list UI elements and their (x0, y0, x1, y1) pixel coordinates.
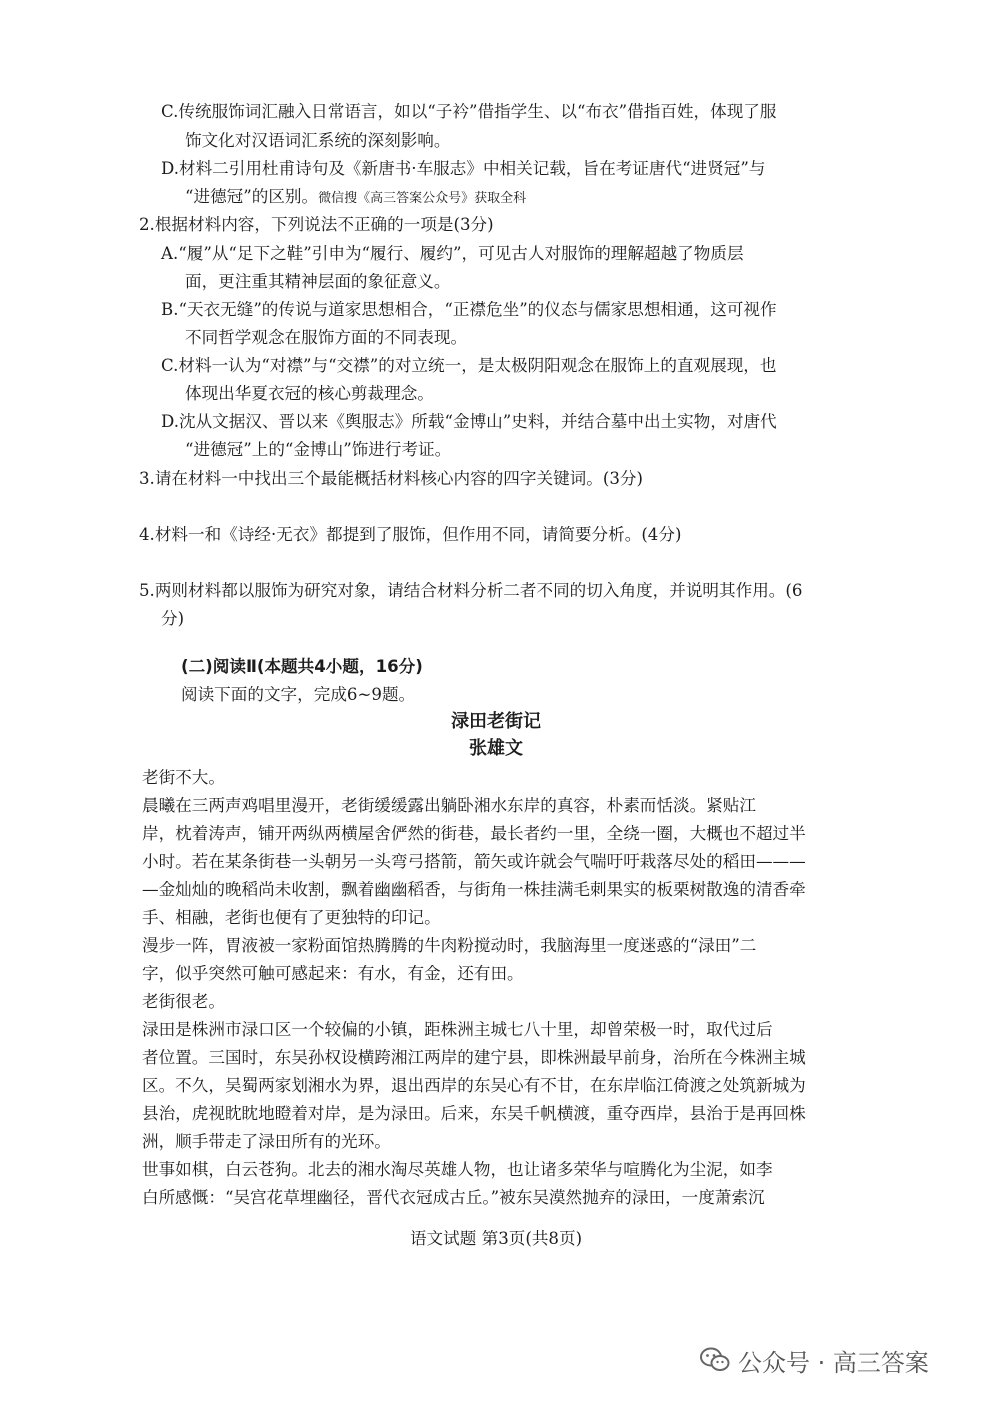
passage-line: 岸，枕着涛声，铺开两纵两横屋舍俨然的街巷，最长者约一里，全绕一圈，大概也不超过半 (142, 824, 806, 843)
wechat-icon (700, 1347, 730, 1373)
q5-stem-line2: 分) (161, 609, 185, 628)
q1-option-d-note: 微信搜《高三答案公众号》获取全科 (318, 191, 527, 206)
q2-option-a-line2: 面，更注重其精神层面的象征意义。 (185, 272, 451, 291)
passage-author: 张雄文 (469, 738, 523, 759)
passage-line: 渌田是株洲市渌口区一个较偏的小镇，距株洲主城七八十里，却曾荣极一时，取代过后 (142, 1020, 773, 1039)
passage-line: 漫步一阵，胃液被一家粉面馆热腾腾的牛肉粉搅动时，我脑海里一度迷惑的“渌田”二 (142, 936, 757, 955)
q2-option-b-line1: B.“天衣无缝”的传说与道家思想相合，“正襟危坐”的仪态与儒家思想相通，这可视作 (161, 300, 777, 319)
q2-option-a-line1: A.“履”从“足下之鞋”引申为“履行、履约”，可见古人对服饰的理解超越了物质层 (161, 244, 744, 263)
q1-option-c-line1: C.传统服饰词汇融入日常语言，如以“子衿”借指学生、以“布衣”借指百姓，体现了服 (161, 102, 777, 121)
q4-stem: 4.材料一和《诗经·无衣》都提到了服饰，但作用不同，请简要分析。(4分) (139, 525, 682, 544)
passage-line: 者位置。三国时，东吴孙权设横跨湘江两岸的建宁县，即株洲最早前身，治所在今株洲主城 (142, 1048, 806, 1067)
passage-line: 老街不大。 (142, 768, 225, 787)
q2-option-c-line2: 体现出华夏衣冠的核心剪裁理念。 (185, 384, 434, 403)
section-heading: (二)阅读Ⅱ(本题共4小题，16分) (181, 657, 423, 676)
q2-option-c-line1: C.材料一认为“对襟”与“交襟”的对立统一，是太极阴阳观念在服饰上的直观展现，也 (161, 356, 777, 375)
q2-option-d-line1: D.沈从文据汉、晋以来《舆服志》所载“金博山”史料，并结合墓中出土实物，对唐代 (161, 412, 777, 431)
passage-line: 字，似乎突然可触可感起来：有水，有金，还有田。 (142, 964, 524, 983)
passage-line: 小时。若在某条街巷一头朝另一头弯弓搭箭，箭矢或许就会气喘吁吁栽落尽处的稻田——— (142, 852, 806, 871)
passage-line: 县治，虎视眈眈地瞪着对岸，是为渌田。后来，东吴千帆横渡，重夺西岸，县治于是再回株 (142, 1104, 806, 1123)
passage-line: 手、相融，老街也便有了更独特的印记。 (142, 908, 441, 927)
watermark-text: 公众号 · 高三答案 (738, 1348, 929, 1377)
watermark (700, 1345, 929, 1375)
q1-option-d-text: “进德冠”的区别。 (185, 187, 319, 206)
passage-line: —金灿灿的晚稻尚未收割，飘着幽幽稻香，与街角一株挂满毛刺果实的板栗树散逸的清香牵 (142, 880, 806, 899)
q2-stem: 2.根据材料内容，下列说法不正确的一项是(3分) (139, 215, 494, 234)
q3-stem: 3.请在材料一中找出三个最能概括材料核心内容的四字关键词。(3分) (139, 469, 643, 488)
passage-title: 渌田老街记 (451, 711, 541, 732)
passage-line: 老街很老。 (142, 992, 225, 1011)
q5-stem-line1: 5.两则材料都以服饰为研究对象，请结合材料分析二者不同的切入角度，并说明其作用。(6 (139, 581, 803, 600)
section-instruction: 阅读下面的文字，完成6~9题。 (181, 685, 416, 704)
passage-line: 晨曦在三两声鸡唱里漫开，老街缓缓露出躺卧湘水东岸的真容，朴素而恬淡。紧贴江 (142, 796, 756, 815)
passage-line: 区。不久，吴蜀两家划湘水为界，退出西岸的东吴心有不甘，在东岸临江倚渡之处筑新城为 (142, 1076, 806, 1095)
q2-option-b-line2: 不同哲学观念在服饰方面的不同表现。 (185, 328, 468, 347)
q1-option-c-line2: 饰文化对汉语词汇系统的深刻影响。 (185, 131, 451, 150)
passage-line: 洲，顺手带走了渌田所有的光环。 (142, 1132, 391, 1151)
q1-option-d-line2 (185, 186, 526, 210)
q2-option-d-line2: “进德冠”上的“金博山”饰进行考证。 (185, 440, 452, 459)
page-footer: 语文试题 第3页(共8页) (409, 1229, 583, 1248)
q1-option-d-line1: D.材料二引用杜甫诗句及《新唐书·车服志》中相关记载，旨在考证唐代“进贤冠”与 (161, 159, 766, 178)
passage-line: 世事如棋，白云苍狗。北去的湘水淘尽英雄人物，也让诸多荣华与喧腾化为尘泥，如李 (142, 1160, 773, 1179)
passage-line: 白所感慨：“吴宫花草埋幽径，晋代衣冠成古丘。”被东吴漠然抛弃的渌田，一度萧索沉 (142, 1188, 765, 1207)
